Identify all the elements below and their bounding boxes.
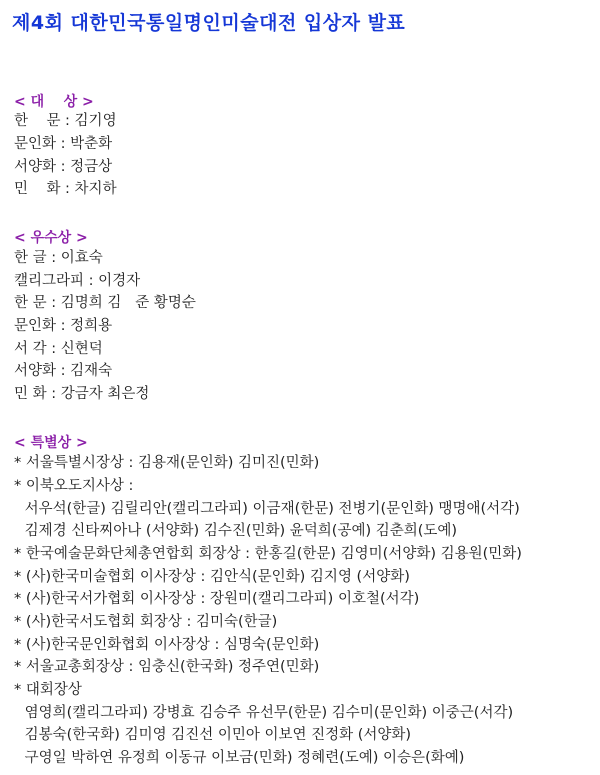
special-prize-line: 김제경 신타찌아나 (서양화) 김수진(민화) 윤덕희(공예) 김춘희(도예) bbox=[20, 523, 458, 539]
special-prize-line: 서우석(한글) 김릴리안(캘리그라피) 이금재(한문) 전병기(문인화) 맹명애(서각) bbox=[20, 501, 520, 517]
special-prize-line: * (사)한국문인화협회 이사장상 : 심명숙(문인화) bbox=[14, 637, 320, 653]
grand-prize-line: 한 문 : 김기영 bbox=[14, 113, 117, 129]
excellence-prize-heading: < 우수상 > bbox=[14, 230, 88, 246]
excellence-prize-line: 민 화 : 강금자 최은정 bbox=[14, 386, 150, 402]
grand-prize-line: 민 화 : 차지하 bbox=[14, 181, 117, 197]
page-title: 제4회 대한민국통일명인미술대전 입상자 발표 bbox=[12, 12, 406, 34]
excellence-prize-line: 문인화 : 정희용 bbox=[14, 318, 113, 334]
special-prize-line: 구영일 박하연 유정희 이동규 이보금(민화) 정혜련(도예) 이승은(화예) bbox=[20, 750, 465, 766]
special-prize-line: * (사)한국서도협회 회장상 : 김미숙(한글) bbox=[14, 614, 278, 630]
excellence-prize-line: 한 문 : 김명희 김 준 황명순 bbox=[14, 295, 196, 311]
special-prize-line: 김봉숙(한국화) 김미영 김진선 이민아 이보연 진정화 (서양화) bbox=[20, 727, 412, 743]
excellence-prize-line: 서양화 : 김재숙 bbox=[14, 363, 113, 379]
excellence-prize-line: 한 글 : 이효숙 bbox=[14, 250, 103, 266]
grand-prize-line: 문인화 : 박춘화 bbox=[14, 136, 113, 152]
special-prize-line: * 서울교총회장상 : 임충신(한국화) 정주연(민화) bbox=[14, 659, 320, 675]
special-prize-line: * 서울특별시장상 : 김용재(문인화) 김미진(민화) bbox=[14, 455, 320, 471]
special-prize-heading: < 특별상 > bbox=[14, 435, 88, 451]
special-prize-line: * (사)한국미술협회 이사장상 : 김안식(문인화) 김지영 (서양화) bbox=[14, 569, 410, 585]
special-prize-line: * (사)한국서가협회 이사장상 : 장원미(캘리그라피) 이호철(서각) bbox=[14, 591, 420, 607]
special-prize-line: * 한국예술문화단체총연합회 회장상 : 한홍길(한문) 김영미(서양화) 김용원(민화) bbox=[14, 546, 522, 562]
excellence-prize-line: 서 각 : 신현덕 bbox=[14, 341, 103, 357]
special-prize-line: * 대회장상 bbox=[14, 682, 82, 698]
special-prize-line: * 이북오도지사상 : bbox=[14, 478, 134, 494]
special-prize-line: 염영희(캘리그라피) 강병효 김승주 유선무(한문) 김수미(문인화) 이중근(서각) bbox=[20, 705, 514, 721]
grand-prize-line: 서양화 : 정금상 bbox=[14, 159, 113, 175]
grand-prize-heading: < 대 상 > bbox=[14, 94, 94, 110]
excellence-prize-line: 캘리그라피 : 이경자 bbox=[14, 273, 141, 289]
